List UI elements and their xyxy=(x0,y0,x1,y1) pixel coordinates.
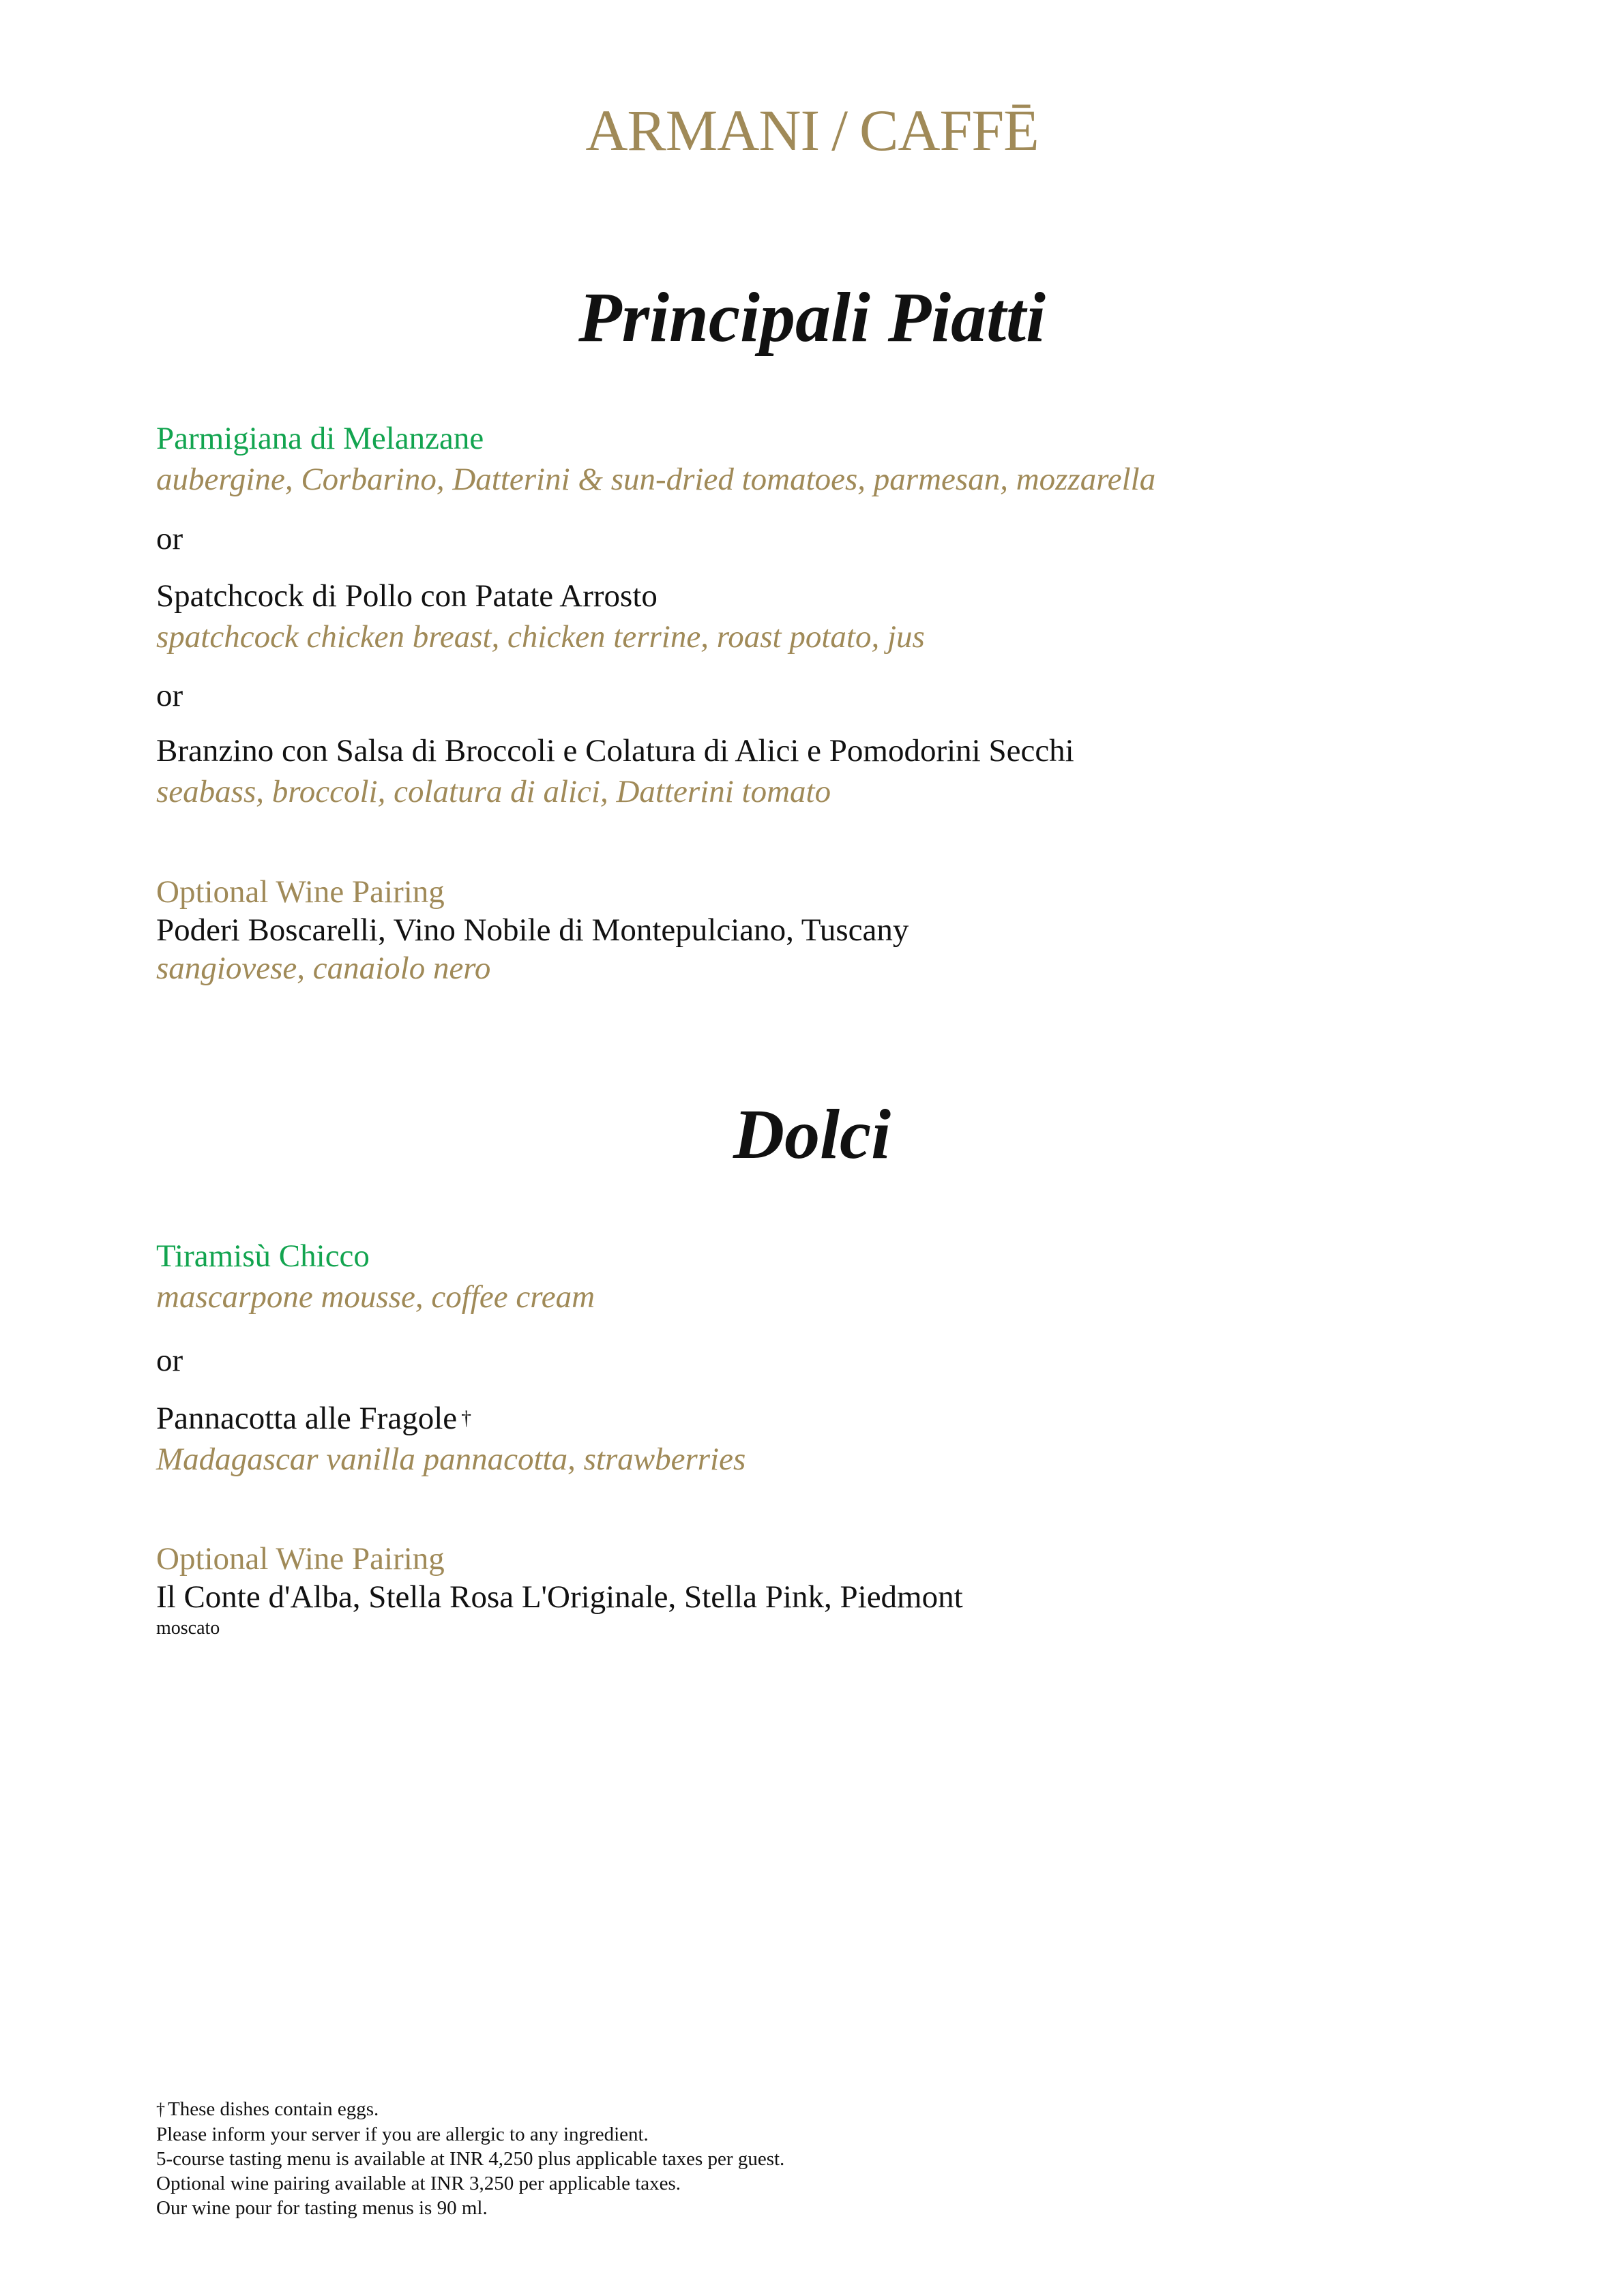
wine-grape: moscato xyxy=(156,1617,220,1639)
brand-logo xyxy=(0,98,1624,163)
brand-logo-right: CAFFĒ xyxy=(859,98,1039,163)
mains-dish-2 xyxy=(156,576,1520,657)
desserts-title: Dolci xyxy=(733,1095,891,1174)
or-separator: or xyxy=(156,521,183,556)
egg-marker: † xyxy=(461,1407,472,1429)
mains-dish-3 xyxy=(156,730,1520,812)
dish-description: seabass, broccoli, colatura di alici, Datterini tomato xyxy=(156,774,831,809)
dish-description: mascarpone mousse, coffee cream xyxy=(156,1279,595,1315)
dish-name: Spatchcock di Pollo con Patate Arrosto xyxy=(156,578,658,614)
desserts-dish-2 xyxy=(156,1398,1520,1480)
wine-pairing-label: Optional Wine Pairing xyxy=(156,874,445,910)
dish-description: spatchcock chicken breast, chicken terrine, roast potato, jus xyxy=(156,619,925,655)
dish-name: Pannacotta alle Fragole xyxy=(156,1401,458,1436)
wine-name: Il Conte d'Alba, Stella Rosa L'Originale, Stella Pink, Piedmont xyxy=(156,1579,963,1615)
footnote-eggs: † These dishes contain eggs. xyxy=(156,2098,379,2120)
footnotes xyxy=(156,2097,784,2220)
brand-logo-separator: / xyxy=(831,98,848,163)
or-separator: or xyxy=(156,1343,183,1378)
mains-dish-1 xyxy=(156,418,1520,500)
mains-wine-pairing xyxy=(156,873,1520,987)
mains-title: Principali Piatti xyxy=(578,278,1046,357)
dish-name: Branzino con Salsa di Broccoli e Colatura di Alici e Pomodorini Secchi xyxy=(156,733,1074,769)
footnote-tasting-price: 5-course tasting menu is available at INR 4,250 plus applicable taxes per guest. xyxy=(156,2148,785,2170)
dish-name-row xyxy=(156,1398,1520,1439)
dish-name: Parmigiana di Melanzane xyxy=(156,421,484,456)
footnote-wine-pairing-price: Optional wine pairing available at INR 3,250 per applicable taxes. xyxy=(156,2173,681,2194)
footnote-wine-pour: Our wine pour for tasting menus is 90 ml. xyxy=(156,2197,488,2219)
dish-name: Tiramisù Chicco xyxy=(156,1238,370,1274)
desserts-wine-pairing xyxy=(156,1540,1520,1641)
wine-grape: sangiovese, canaiolo nero xyxy=(156,951,491,986)
dish-description: Madagascar vanilla pannacotta, strawberries xyxy=(156,1442,746,1477)
dish-description: aubergine, Corbarino, Datterini & sun-dried tomatoes, parmesan, mozzarella xyxy=(156,462,1156,497)
wine-name: Poderi Boscarelli, Vino Nobile di Montepulciano, Tuscany xyxy=(156,912,909,948)
brand-logo-left: ARMANI xyxy=(585,98,820,163)
footnote-allergy: Please inform your server if you are allergic to any ingredient. xyxy=(156,2123,649,2145)
egg-marker: † xyxy=(156,2100,165,2119)
desserts-dish-1 xyxy=(156,1236,1520,1317)
or-separator: or xyxy=(156,678,183,713)
wine-pairing-label: Optional Wine Pairing xyxy=(156,1541,445,1577)
